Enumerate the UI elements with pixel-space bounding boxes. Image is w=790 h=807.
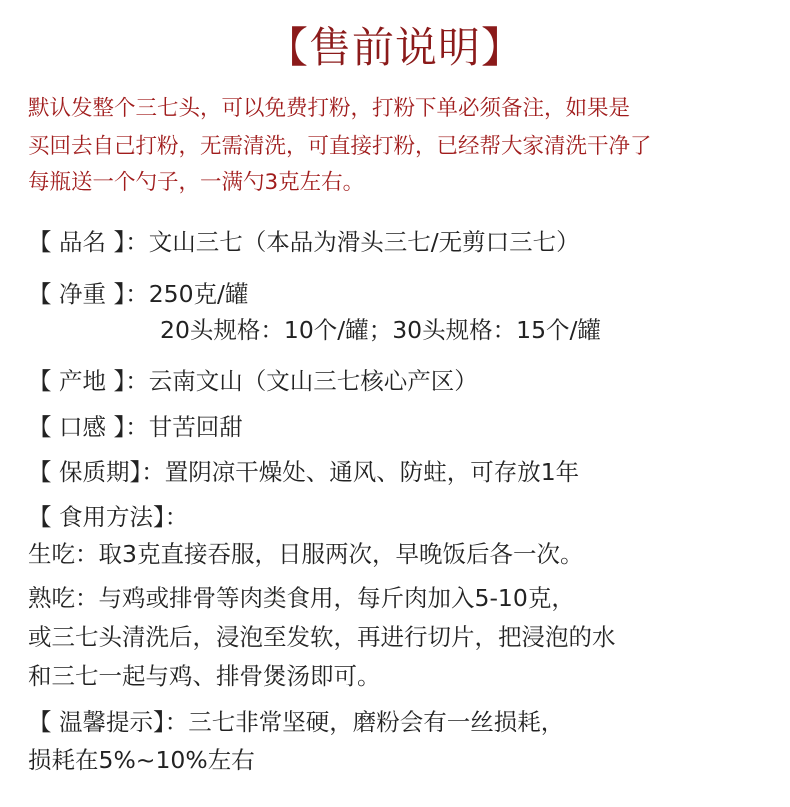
usage-title-row: 【 食用方法】： [28,503,189,531]
product-name-row: 【 品名 】：文山三七（本品为滑头三七/无剪口三七） [28,228,580,256]
origin-row: 【 产地 】：云南文山（文山三七核心产区） [28,367,478,395]
page-title: 【售前说明】 [265,23,524,72]
notice-line-3: 每瓶送一个勺子，一满勺3克左右。 [28,170,365,195]
tip-row: 【 温馨提示】：三七非常坚硬，磨粉会有一丝损耗， [28,708,565,736]
spec-row: 20头规格：10个/罐；30头规格：15个/罐 [160,316,601,344]
usage-line-1: 生吃：取3克直接吞服，日服两次，早晚饭后各一次。 [28,540,584,568]
notice-line-1: 默认发整个三七头，可以免费打粉，打粉下单必须备注，如果是 [28,96,631,121]
shelf-life-row: 【 保质期】：置阴凉干燥处、通风、防蛀，可存放1年 [28,458,580,486]
notice-line-2: 买回去自己打粉，无需清洗，可直接打粉，已经帮大家清洗干净了 [28,134,652,159]
tip-continued-row: 损耗在5%~10%左右 [28,746,255,774]
usage-line-3: 或三七头清洗后，浸泡至发软，再进行切片，把浸泡的水 [28,623,616,651]
net-weight-row: 【 净重 】：250克/罐 [28,280,249,308]
usage-line-4: 和三七一起与鸡、排骨煲汤即可。 [28,662,381,690]
taste-row: 【 口感 】：甘苦回甜 [28,413,243,441]
usage-line-2: 熟吃：与鸡或排骨等肉类食用，每斤肉加入5-10克， [28,584,575,612]
